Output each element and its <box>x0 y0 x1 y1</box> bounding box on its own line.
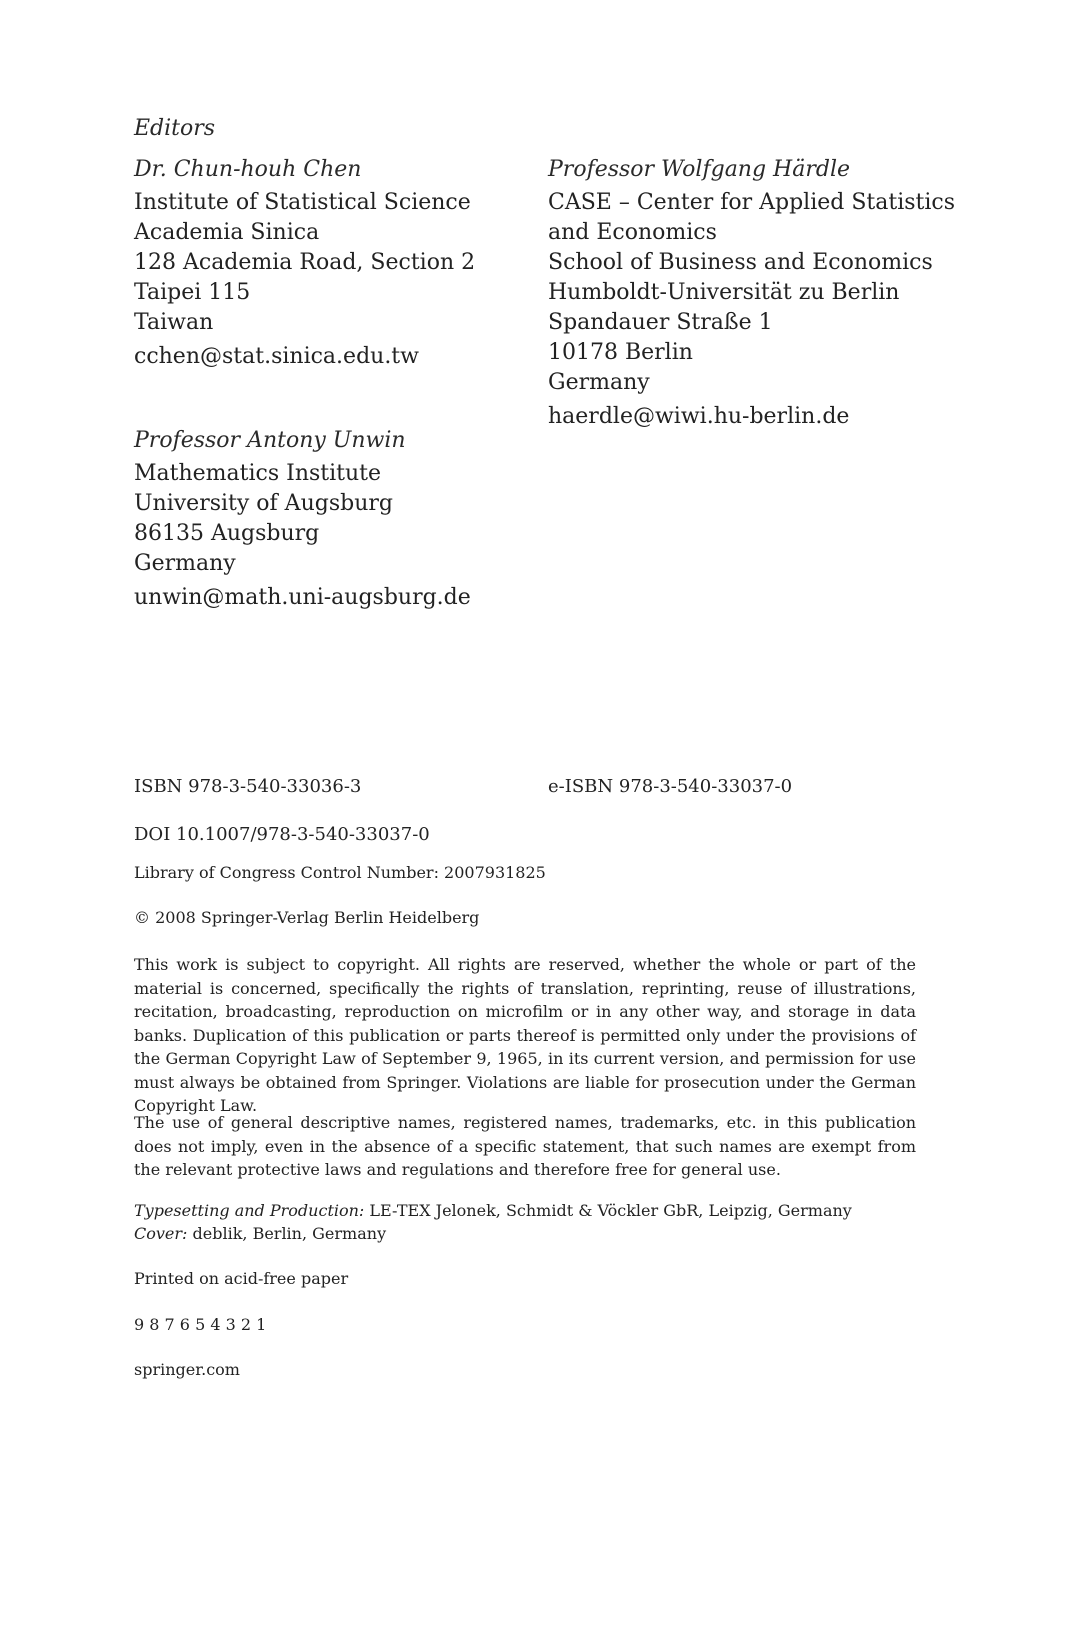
address-line: Spandauer Straße 1 <box>548 310 773 335</box>
cover-line <box>134 1224 386 1243</box>
editor-email: unwin@math.uni-augsburg.de <box>134 585 471 610</box>
typesetting-value: LE-TEX Jelonek, Schmidt & Vöckler GbR, Leipzig, Germany <box>364 1201 852 1220</box>
editor-block-haerdle <box>548 157 955 429</box>
lccn: Library of Congress Control Number: 2007931825 <box>134 863 546 882</box>
print-line: 9 8 7 6 5 4 3 2 1 <box>134 1315 267 1334</box>
editor-name: Dr. Chun-houh Chen <box>134 157 362 182</box>
cover-label: Cover: <box>134 1224 188 1243</box>
address-line: Taiwan <box>134 310 214 335</box>
editor-block-chen <box>134 157 475 369</box>
address-line: CASE – Center for Applied Statistics <box>548 190 956 215</box>
doi: DOI 10.1007/978-3-540-33037-0 <box>134 824 430 845</box>
cover-value: deblik, Berlin, Germany <box>187 1224 387 1243</box>
address-line: 128 Academia Road, Section 2 <box>134 250 476 275</box>
address-line: University of Augsburg <box>134 491 393 516</box>
address-line: Germany <box>548 370 650 395</box>
address-line: School of Business and Economics <box>548 250 933 275</box>
editor-address <box>548 188 955 398</box>
address-line: 86135 Augsburg <box>134 521 320 546</box>
editor-email: cchen@stat.sinica.edu.tw <box>134 344 419 369</box>
website: springer.com <box>134 1360 240 1379</box>
editor-block-unwin <box>134 428 471 610</box>
isbn: ISBN 978-3-540-33036-3 <box>134 776 362 797</box>
e-isbn: e-ISBN 978-3-540-33037-0 <box>548 776 793 797</box>
editor-address <box>134 188 475 338</box>
editors-heading: Editors <box>134 116 216 141</box>
address-line: Institute of Statistical Science <box>134 190 471 215</box>
address-line: Germany <box>134 551 236 576</box>
typesetting-line <box>134 1201 852 1220</box>
address-line: 10178 Berlin <box>548 340 693 365</box>
copyright-paragraph: This work is subject to copyright. All rights are reserved, whether the whole or part of the material is concerned, specifically the rights of translation, reprinting, reuse of illustrations, recitation, broadcasting, reproduction on microfilm or in any other way, and storage in data banks. Duplication of this publication or parts thereof is permitted only under the provisions of the German Copyright Law of September 9, 1965, in its current version, and permission for use must always be obtained from Springer. Violations are liable for prosecution under the German Copyright Law. <box>134 955 916 1115</box>
typesetting-label: Typesetting and Production: <box>134 1201 365 1220</box>
paper-note: Printed on acid-free paper <box>134 1269 349 1288</box>
editor-name: Professor Wolfgang Härdle <box>548 157 851 182</box>
editor-address <box>134 459 471 579</box>
editor-name: Professor Antony Unwin <box>134 428 406 453</box>
address-line: Mathematics Institute <box>134 461 382 486</box>
editor-email: haerdle@wiwi.hu-berlin.de <box>548 404 850 429</box>
address-line: Academia Sinica <box>134 220 320 245</box>
address-line: Humboldt-Universität zu Berlin <box>548 280 900 305</box>
address-line: and Economics <box>548 220 717 245</box>
copyright-notice: © 2008 Springer-Verlag Berlin Heidelberg <box>134 908 480 927</box>
trademark-paragraph: The use of general descriptive names, registered names, trademarks, etc. in this publication does not imply, even in the absence of a specific statement, that such names are exempt from the relevant protective laws and regulations and therefore free for general use. <box>134 1113 916 1179</box>
address-line: Taipei 115 <box>134 280 251 305</box>
